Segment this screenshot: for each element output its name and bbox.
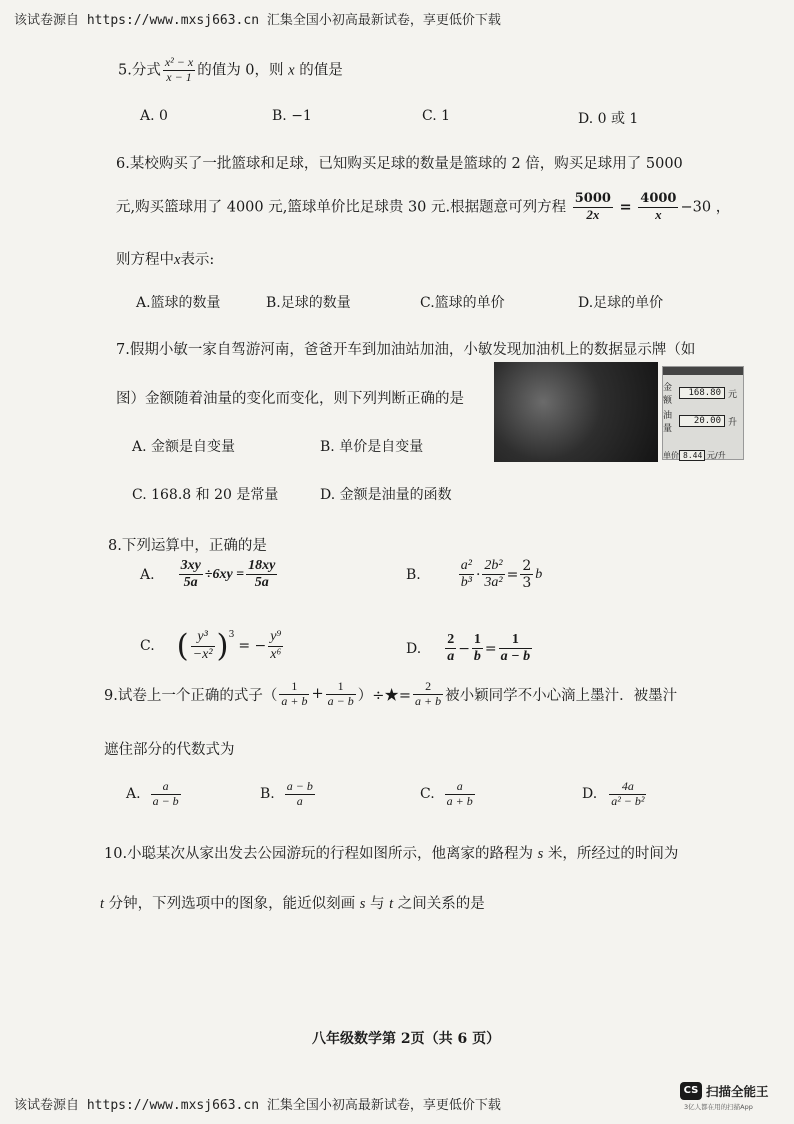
page-number: 八年级数学第 2页（共 6 页） bbox=[312, 1031, 501, 1047]
q10-line-2: t 分钟，下列选项中的图象，能近似刻画 s 与 t 之间关系的是 bbox=[100, 896, 485, 912]
fuel-pump-display: 金额 168.80 元 油量 20.00 升 单价 8.44 元/升 bbox=[662, 366, 744, 460]
q7-option-b: B. 单价是自变量 bbox=[320, 439, 424, 455]
q6-line-3: 则方程中x表示: bbox=[116, 252, 215, 268]
q5-option-b: B. −1 bbox=[272, 108, 312, 124]
footer-prefix: 该试卷源自 bbox=[14, 1098, 80, 1113]
q7-option-a: A. 金额是自变量 bbox=[132, 439, 236, 455]
cs-badge-icon: CS bbox=[680, 1082, 702, 1100]
question-5: 5.分式 $\frac{\text{x² − x}}{x - 1}$ 的值为 0，则 x 的值是 bbox=[118, 55, 343, 84]
q7-line-1: 7.假期小敏一家自驾游河南，爸爸开车到加油站加油，小敏发现加油机上的数据显示牌（如 bbox=[116, 342, 696, 358]
q9-line-1: 9.试卷上一个正确的式子（ $\frac{1}{a + b}$ + $\frac{1}{a - b}$ ）÷★= $\frac{2}{a + b}$ 被小颖同学不小心滴上墨汁．被墨汁 bbox=[104, 679, 678, 708]
q9-option-a: A. $\frac{a}{a - b}$ bbox=[126, 779, 179, 808]
q9-line-2: 遮住部分的代数式为 bbox=[104, 742, 235, 758]
q6-option-c: C.篮球的单价 bbox=[420, 295, 505, 311]
q7-line-2: 图）金额随着油量的变化而变化，则下列判断正确的是 bbox=[116, 391, 464, 407]
q7-option-c: C. 168.8 和 20 是常量 bbox=[132, 487, 279, 503]
q6-line-1: 6.某校购买了一批篮球和足球，已知购买足球的数量是篮球的 2 倍，购买足球用了 5000 bbox=[116, 156, 683, 172]
footer-suffix: 汇集全国小初高最新试卷，享更低价下载 bbox=[266, 1098, 501, 1113]
q6-eq-frac-1: $\frac{5000}{2x}$ bbox=[574, 191, 611, 222]
q8-stem: 8.下列运算中，正确的是 bbox=[108, 538, 267, 554]
q9-option-d: D. $\frac{4a}{\text{a² − b²}}$ bbox=[582, 779, 645, 808]
q5-option-a: A. 0 bbox=[140, 108, 168, 124]
q5-option-d: D. 0 或 1 bbox=[578, 111, 639, 127]
source-header bbox=[14, 9, 501, 28]
q5-option-c: C. 1 bbox=[422, 108, 451, 124]
q8-option-d: D. $\frac{2}{a}$ − $\frac{1}{b}$ = $\frac{1}{a - b}$ bbox=[406, 632, 531, 665]
q6-option-a: A.篮球的数量 bbox=[136, 295, 221, 311]
q8-option-c: C. ( $\frac{\text{y³}}{\text{−x²}}$ ) 3 = − $\frac{\text{y⁹}}{\text{x⁶}}$ bbox=[140, 628, 282, 664]
footer-url[interactable]: https://www.mxsj663.cn bbox=[86, 1098, 260, 1113]
q9-option-b: B. $\frac{a - b}{a}$ bbox=[260, 779, 313, 808]
q5-fraction: $\frac{\text{x² − x}}{x - 1}$ bbox=[164, 55, 194, 84]
q6-eq-frac-2: $\frac{4000}{x}$ bbox=[640, 191, 677, 222]
header-prefix: 该试卷源自 bbox=[14, 13, 80, 28]
fuel-nozzle-photo bbox=[494, 362, 658, 462]
q6-option-b: B.足球的数量 bbox=[266, 295, 351, 311]
q6-option-d: D.足球的单价 bbox=[578, 295, 664, 311]
source-footer bbox=[14, 1094, 501, 1113]
camscanner-logo bbox=[680, 1080, 788, 1116]
header-suffix: 汇集全国小初高最新试卷，享更低价下载 bbox=[266, 13, 501, 28]
q7-option-d: D. 金额是油量的函数 bbox=[320, 487, 452, 503]
q6-line-2: 元,购买篮球用了 4000 元,篮球单价比足球贵 30 元.根据题意可列方程 $\frac{5000}{2x}$ = $\frac{4000}{x}$ −30 ， bbox=[116, 191, 731, 222]
logo-title: 扫描全能王 bbox=[706, 1084, 769, 1099]
q9-option-c: C. $\frac{a}{a + b}$ bbox=[420, 779, 473, 808]
header-url[interactable]: https://www.mxsj663.cn bbox=[86, 13, 260, 28]
q8-option-a: A. $\frac{3xy}{5a}$ ÷6xy = $\frac{18xy}{5a}$ bbox=[140, 558, 276, 591]
logo-subtitle: 3亿人都在用的扫描App bbox=[684, 1103, 753, 1111]
q8-option-b: B. $\frac{\text{a²}}{\text{b³}}$ · $\frac{\text{2b²}}{\text{3a²}}$ = $\frac{2}{3}$ b bbox=[406, 558, 543, 592]
q10-line-1: 10.小聪某次从家出发去公园游玩的行程如图所示，他离家的路程为 s 米，所经过的时间为 bbox=[104, 846, 679, 862]
